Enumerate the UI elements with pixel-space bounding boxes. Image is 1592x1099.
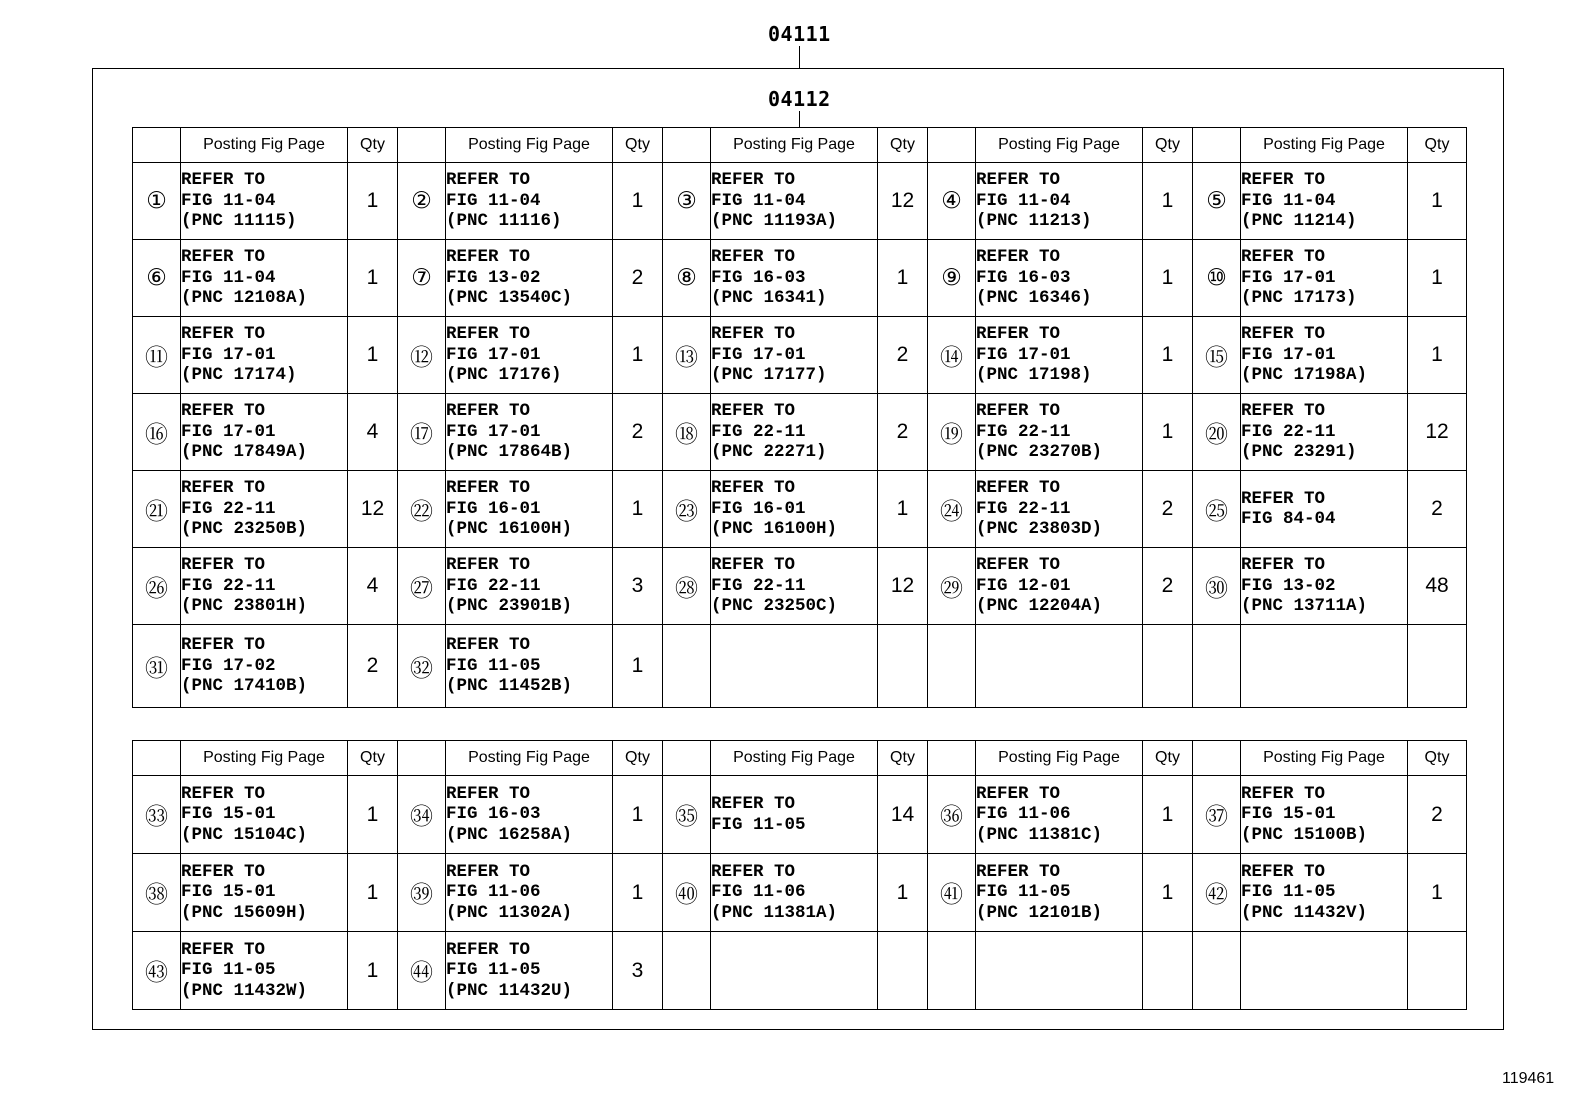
- quantity: 1: [878, 854, 928, 932]
- header-number-cell: [928, 128, 976, 163]
- quantity: 2: [348, 625, 398, 708]
- item-number: [928, 625, 976, 708]
- fig-reference: REFER TO FIG 16-03 (PNC 16258A): [446, 776, 613, 854]
- fig-reference: [976, 625, 1143, 708]
- fig-reference: [711, 625, 878, 708]
- item-number: ㊴: [398, 854, 446, 932]
- item-number: ㊲: [1193, 776, 1241, 854]
- item-number: ㉞: [398, 776, 446, 854]
- reference-table-2: [132, 740, 1467, 1010]
- fig-reference: [711, 932, 878, 1010]
- item-number: ⑮: [1193, 317, 1241, 394]
- quantity: 1: [348, 317, 398, 394]
- reference-table-1: [132, 127, 1467, 708]
- item-number: ㊷: [1193, 854, 1241, 932]
- fig-reference: REFER TO FIG 22-11 (PNC 23901B): [446, 548, 613, 625]
- item-number: ㊱: [928, 776, 976, 854]
- header-fig-page-cell: Posting Fig Page: [446, 741, 613, 776]
- quantity: 1: [348, 854, 398, 932]
- item-number: ㉓: [663, 471, 711, 548]
- quantity: [1143, 932, 1193, 1010]
- fig-reference: [1241, 625, 1408, 708]
- header-qty-cell: Qty: [1408, 741, 1467, 776]
- quantity: 1: [613, 471, 663, 548]
- item-number: ㊳: [133, 854, 181, 932]
- fig-reference: REFER TO FIG 12-01 (PNC 12204A): [976, 548, 1143, 625]
- quantity: 1: [1143, 776, 1193, 854]
- item-number: ㉟: [663, 776, 711, 854]
- fig-reference: REFER TO FIG 17-01 (PNC 17198A): [1241, 317, 1408, 394]
- fig-reference: REFER TO FIG 11-05 (PNC 11432V): [1241, 854, 1408, 932]
- item-number: ⑰: [398, 394, 446, 471]
- quantity: 1: [878, 471, 928, 548]
- fig-reference: REFER TO FIG 11-04 (PNC 11213): [976, 163, 1143, 240]
- fig-reference: REFER TO FIG 13-02 (PNC 13540C): [446, 240, 613, 317]
- item-number: [1193, 932, 1241, 1010]
- quantity: 2: [1408, 471, 1467, 548]
- item-number: ㊵: [663, 854, 711, 932]
- fig-reference: REFER TO FIG 17-02 (PNC 17410B): [181, 625, 348, 708]
- fig-reference: REFER TO FIG 22-11 (PNC 23291): [1241, 394, 1408, 471]
- header-number-cell: [663, 128, 711, 163]
- fig-reference: REFER TO FIG 16-01 (PNC 16100H): [711, 471, 878, 548]
- quantity: 2: [1143, 548, 1193, 625]
- table-row: [133, 240, 1467, 317]
- item-number: ㉚: [1193, 548, 1241, 625]
- quantity: 3: [613, 548, 663, 625]
- fig-reference: REFER TO FIG 16-01 (PNC 16100H): [446, 471, 613, 548]
- header-row: [133, 741, 1467, 776]
- item-number: ㉘: [663, 548, 711, 625]
- quantity: 1: [613, 776, 663, 854]
- quantity: 2: [878, 317, 928, 394]
- table-row: [133, 394, 1467, 471]
- item-number: ③: [663, 163, 711, 240]
- quantity: 1: [1143, 240, 1193, 317]
- fig-reference: REFER TO FIG 22-11 (PNC 22271): [711, 394, 878, 471]
- quantity: 1: [613, 163, 663, 240]
- table-row: [133, 548, 1467, 625]
- table-row: [133, 317, 1467, 394]
- fig-reference: REFER TO FIG 22-11 (PNC 23270B): [976, 394, 1143, 471]
- fig-reference: [976, 932, 1143, 1010]
- table-row: [133, 471, 1467, 548]
- header-fig-page-cell: Posting Fig Page: [976, 128, 1143, 163]
- quantity: [1408, 932, 1467, 1010]
- quantity: 12: [878, 548, 928, 625]
- header-qty-cell: Qty: [613, 128, 663, 163]
- fig-reference: REFER TO FIG 17-01 (PNC 17176): [446, 317, 613, 394]
- fig-reference: REFER TO FIG 16-03 (PNC 16346): [976, 240, 1143, 317]
- quantity: 1: [878, 240, 928, 317]
- header-fig-page-cell: Posting Fig Page: [181, 741, 348, 776]
- fig-reference: REFER TO FIG 17-01 (PNC 17174): [181, 317, 348, 394]
- header-number-cell: [1193, 741, 1241, 776]
- quantity: [1143, 625, 1193, 708]
- item-number: ⑯: [133, 394, 181, 471]
- item-number: ②: [398, 163, 446, 240]
- header-number-cell: [928, 741, 976, 776]
- fig-reference: REFER TO FIG 17-01 (PNC 17198): [976, 317, 1143, 394]
- item-number: ⑭: [928, 317, 976, 394]
- fig-reference: REFER TO FIG 16-03 (PNC 16341): [711, 240, 878, 317]
- item-number: [928, 932, 976, 1010]
- quantity: 1: [348, 240, 398, 317]
- item-number: ⑤: [1193, 163, 1241, 240]
- header-number-cell: [133, 128, 181, 163]
- fig-reference: REFER TO FIG 22-11 (PNC 23801H): [181, 548, 348, 625]
- item-number: ㊹: [398, 932, 446, 1010]
- quantity: 1: [1408, 854, 1467, 932]
- table-body: [133, 128, 1467, 708]
- quantity: 1: [348, 932, 398, 1010]
- fig-reference: REFER TO FIG 11-04 (PNC 11193A): [711, 163, 878, 240]
- item-number: ㉝: [133, 776, 181, 854]
- quantity: 3: [613, 932, 663, 1010]
- fig-reference: REFER TO FIG 11-06 (PNC 11302A): [446, 854, 613, 932]
- header-qty-cell: Qty: [878, 128, 928, 163]
- quantity: 12: [1408, 394, 1467, 471]
- header-qty-cell: Qty: [878, 741, 928, 776]
- quantity: 2: [878, 394, 928, 471]
- quantity: 1: [1408, 163, 1467, 240]
- item-number: ㊸: [133, 932, 181, 1010]
- table-row: [133, 854, 1467, 932]
- quantity: 1: [1143, 163, 1193, 240]
- item-number: ㉖: [133, 548, 181, 625]
- quantity: 1: [348, 776, 398, 854]
- assembly-leader-line: [799, 46, 800, 68]
- item-number: ㉑: [133, 471, 181, 548]
- quantity: 1: [348, 163, 398, 240]
- illustration-number: 119461: [1502, 1070, 1555, 1087]
- item-number: ⑩: [1193, 240, 1241, 317]
- header-qty-cell: Qty: [613, 741, 663, 776]
- fig-reference: REFER TO FIG 11-05 (PNC 11452B): [446, 625, 613, 708]
- header-fig-page-cell: Posting Fig Page: [711, 128, 878, 163]
- item-number: [663, 932, 711, 1010]
- item-number: ⑪: [133, 317, 181, 394]
- fig-reference: REFER TO FIG 22-11 (PNC 23250B): [181, 471, 348, 548]
- quantity: 1: [1143, 394, 1193, 471]
- table-row: [133, 776, 1467, 854]
- quantity: 1: [613, 317, 663, 394]
- fig-reference: REFER TO FIG 11-05 (PNC 11432U): [446, 932, 613, 1010]
- quantity: 2: [613, 394, 663, 471]
- item-number: ⑱: [663, 394, 711, 471]
- fig-reference: REFER TO FIG 84-04: [1241, 471, 1408, 548]
- header-fig-page-cell: Posting Fig Page: [976, 741, 1143, 776]
- fig-reference: REFER TO FIG 15-01 (PNC 15104C): [181, 776, 348, 854]
- header-qty-cell: Qty: [348, 741, 398, 776]
- subassembly-leader-line: [799, 111, 800, 127]
- header-fig-page-cell: Posting Fig Page: [1241, 128, 1408, 163]
- fig-reference: REFER TO FIG 17-01 (PNC 17173): [1241, 240, 1408, 317]
- item-number: ㉛: [133, 625, 181, 708]
- quantity: 4: [348, 394, 398, 471]
- fig-reference: REFER TO FIG 11-05 (PNC 12101B): [976, 854, 1143, 932]
- header-qty-cell: Qty: [1143, 128, 1193, 163]
- header-number-cell: [663, 741, 711, 776]
- quantity: 1: [1408, 240, 1467, 317]
- item-number: ⑨: [928, 240, 976, 317]
- item-number: ⑥: [133, 240, 181, 317]
- header-fig-page-cell: Posting Fig Page: [1241, 741, 1408, 776]
- item-number: ⑬: [663, 317, 711, 394]
- fig-reference: REFER TO FIG 13-02 (PNC 13711A): [1241, 548, 1408, 625]
- item-number: [663, 625, 711, 708]
- quantity: [878, 625, 928, 708]
- quantity: 1: [613, 854, 663, 932]
- table-row: [133, 625, 1467, 708]
- header-qty-cell: Qty: [348, 128, 398, 163]
- quantity: 2: [613, 240, 663, 317]
- item-number: ㊶: [928, 854, 976, 932]
- fig-reference: REFER TO FIG 11-04 (PNC 11115): [181, 163, 348, 240]
- header-fig-page-cell: Posting Fig Page: [181, 128, 348, 163]
- item-number: [1193, 625, 1241, 708]
- header-row: [133, 128, 1467, 163]
- table-row: [133, 932, 1467, 1010]
- header-qty-cell: Qty: [1143, 741, 1193, 776]
- header-fig-page-cell: Posting Fig Page: [446, 128, 613, 163]
- quantity: [878, 932, 928, 1010]
- fig-reference: REFER TO FIG 11-06 (PNC 11381C): [976, 776, 1143, 854]
- quantity: 2: [1143, 471, 1193, 548]
- item-number: ⑫: [398, 317, 446, 394]
- fig-reference: [1241, 932, 1408, 1010]
- fig-reference: REFER TO FIG 15-01 (PNC 15609H): [181, 854, 348, 932]
- item-number: ①: [133, 163, 181, 240]
- item-number: ㉕: [1193, 471, 1241, 548]
- fig-reference: REFER TO FIG 11-05 (PNC 11432W): [181, 932, 348, 1010]
- item-number: ⑳: [1193, 394, 1241, 471]
- fig-reference: REFER TO FIG 11-04 (PNC 11214): [1241, 163, 1408, 240]
- quantity: 1: [613, 625, 663, 708]
- header-number-cell: [133, 741, 181, 776]
- quantity: [1408, 625, 1467, 708]
- item-number: ㉒: [398, 471, 446, 548]
- assembly-label: 04111: [768, 22, 831, 46]
- header-qty-cell: Qty: [1408, 128, 1467, 163]
- fig-reference: REFER TO FIG 11-04 (PNC 11116): [446, 163, 613, 240]
- header-number-cell: [398, 741, 446, 776]
- quantity: 14: [878, 776, 928, 854]
- item-number: ㉔: [928, 471, 976, 548]
- item-number: ⑧: [663, 240, 711, 317]
- item-number: ㉜: [398, 625, 446, 708]
- item-number: ㉗: [398, 548, 446, 625]
- quantity: 12: [348, 471, 398, 548]
- quantity: 2: [1408, 776, 1467, 854]
- fig-reference: REFER TO FIG 11-06 (PNC 11381A): [711, 854, 878, 932]
- header-number-cell: [1193, 128, 1241, 163]
- item-number: ⑲: [928, 394, 976, 471]
- fig-reference: REFER TO FIG 17-01 (PNC 17849A): [181, 394, 348, 471]
- quantity: 1: [1143, 317, 1193, 394]
- header-number-cell: [398, 128, 446, 163]
- fig-reference: REFER TO FIG 17-01 (PNC 17864B): [446, 394, 613, 471]
- table-body: [133, 741, 1467, 1010]
- subassembly-label: 04112: [768, 87, 831, 111]
- quantity: 1: [1408, 317, 1467, 394]
- fig-reference: REFER TO FIG 11-04 (PNC 12108A): [181, 240, 348, 317]
- fig-reference: REFER TO FIG 11-05: [711, 776, 878, 854]
- quantity: 12: [878, 163, 928, 240]
- fig-reference: REFER TO FIG 15-01 (PNC 15100B): [1241, 776, 1408, 854]
- fig-reference: REFER TO FIG 17-01 (PNC 17177): [711, 317, 878, 394]
- table-row: [133, 163, 1467, 240]
- fig-reference: REFER TO FIG 22-11 (PNC 23803D): [976, 471, 1143, 548]
- quantity: 1: [1143, 854, 1193, 932]
- fig-reference: REFER TO FIG 22-11 (PNC 23250C): [711, 548, 878, 625]
- header-fig-page-cell: Posting Fig Page: [711, 741, 878, 776]
- item-number: ㉙: [928, 548, 976, 625]
- quantity: 4: [348, 548, 398, 625]
- quantity: 48: [1408, 548, 1467, 625]
- item-number: ④: [928, 163, 976, 240]
- item-number: ⑦: [398, 240, 446, 317]
